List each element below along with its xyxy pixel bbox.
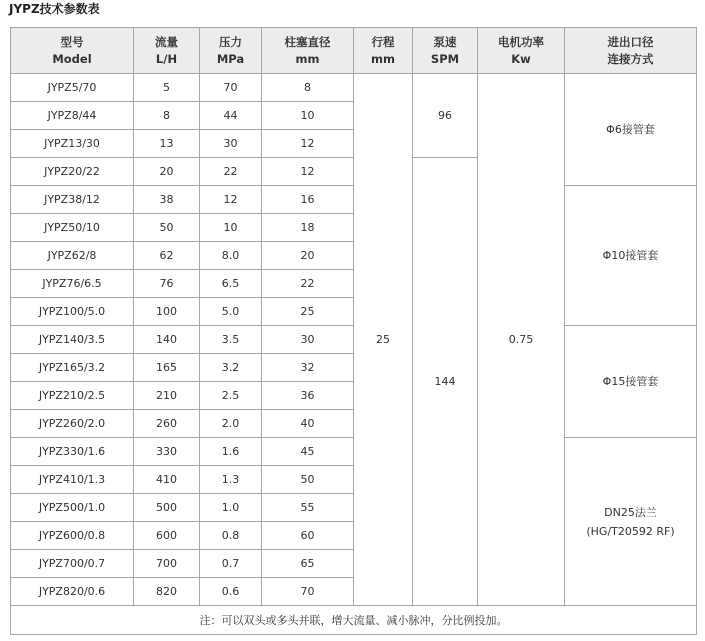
- model-cell: JYPZ5/70: [11, 74, 134, 102]
- model-cell: JYPZ62/8: [11, 242, 134, 270]
- model-cell: JYPZ76/6.5: [11, 270, 134, 298]
- pressure-cell: 1.0: [200, 494, 262, 522]
- diameter-cell: 30: [262, 326, 354, 354]
- pressure-cell: 0.7: [200, 550, 262, 578]
- flow-cell: 600: [134, 522, 200, 550]
- pump-speed-cell: 96: [413, 74, 478, 158]
- spec-table: [10, 27, 697, 635]
- flow-cell: 76: [134, 270, 200, 298]
- pressure-cell: 3.2: [200, 354, 262, 382]
- table-row: [11, 74, 697, 102]
- pressure-cell: 1.3: [200, 466, 262, 494]
- diameter-cell: 18: [262, 214, 354, 242]
- table-title: JYPZ技术参数表: [9, 2, 100, 16]
- model-cell: JYPZ820/0.6: [11, 578, 134, 606]
- model-cell: JYPZ165/3.2: [11, 354, 134, 382]
- model-cell: JYPZ8/44: [11, 102, 134, 130]
- model-cell: JYPZ500/1.0: [11, 494, 134, 522]
- diameter-cell: 45: [262, 438, 354, 466]
- model-cell: JYPZ600/0.8: [11, 522, 134, 550]
- diameter-cell: 8: [262, 74, 354, 102]
- connection-cell: Φ15接管套: [565, 326, 697, 438]
- pressure-cell: 22: [200, 158, 262, 186]
- model-cell: JYPZ13/30: [11, 130, 134, 158]
- pressure-cell: 30: [200, 130, 262, 158]
- pressure-cell: 44: [200, 102, 262, 130]
- flow-cell: 820: [134, 578, 200, 606]
- header-diameter: 柱塞直径 mm: [262, 28, 354, 74]
- flow-cell: 38: [134, 186, 200, 214]
- diameter-cell: 55: [262, 494, 354, 522]
- pressure-cell: 8.0: [200, 242, 262, 270]
- model-cell: JYPZ700/0.7: [11, 550, 134, 578]
- model-cell: JYPZ20/22: [11, 158, 134, 186]
- note-row: [11, 606, 697, 635]
- pressure-cell: 10: [200, 214, 262, 242]
- header-pressure: 压力 MPa: [200, 28, 262, 74]
- pressure-cell: 0.8: [200, 522, 262, 550]
- header-pump-speed: 泵速 SPM: [413, 28, 478, 74]
- flow-cell: 330: [134, 438, 200, 466]
- pressure-cell: 5.0: [200, 298, 262, 326]
- model-cell: JYPZ330/1.6: [11, 438, 134, 466]
- header-motor-power: 电机功率 Kw: [478, 28, 565, 74]
- pump-speed-cell: 144: [413, 158, 478, 606]
- diameter-cell: 32: [262, 354, 354, 382]
- flow-cell: 13: [134, 130, 200, 158]
- diameter-cell: 40: [262, 410, 354, 438]
- header-row: [11, 28, 697, 74]
- diameter-cell: 65: [262, 550, 354, 578]
- header-flow: 流量 L/H: [134, 28, 200, 74]
- model-cell: JYPZ210/2.5: [11, 382, 134, 410]
- flow-cell: 410: [134, 466, 200, 494]
- pressure-cell: 2.5: [200, 382, 262, 410]
- header-model: 型号 Model: [11, 28, 134, 74]
- model-cell: JYPZ260/2.0: [11, 410, 134, 438]
- flow-cell: 62: [134, 242, 200, 270]
- motor-power-cell: 0.75: [478, 74, 565, 606]
- pressure-cell: 0.6: [200, 578, 262, 606]
- model-cell: JYPZ38/12: [11, 186, 134, 214]
- pressure-cell: 2.0: [200, 410, 262, 438]
- flow-cell: 5: [134, 74, 200, 102]
- flow-cell: 700: [134, 550, 200, 578]
- diameter-cell: 50: [262, 466, 354, 494]
- model-cell: JYPZ100/5.0: [11, 298, 134, 326]
- diameter-cell: 20: [262, 242, 354, 270]
- diameter-cell: 25: [262, 298, 354, 326]
- diameter-cell: 36: [262, 382, 354, 410]
- pressure-cell: 6.5: [200, 270, 262, 298]
- header-stroke: 行程 mm: [354, 28, 413, 74]
- flow-cell: 50: [134, 214, 200, 242]
- connection-cell: Φ6接管套: [565, 74, 697, 186]
- pressure-cell: 70: [200, 74, 262, 102]
- table-body: [11, 74, 697, 635]
- connection-cell: DN25法兰 (HG/T20592 RF): [565, 438, 697, 606]
- diameter-cell: 12: [262, 158, 354, 186]
- flow-cell: 210: [134, 382, 200, 410]
- connection-cell: Φ10接管套: [565, 186, 697, 326]
- flow-cell: 140: [134, 326, 200, 354]
- flow-cell: 20: [134, 158, 200, 186]
- pressure-cell: 12: [200, 186, 262, 214]
- pressure-cell: 1.6: [200, 438, 262, 466]
- flow-cell: 260: [134, 410, 200, 438]
- note-cell: 注：可以双头或多头并联，增大流量、减小脉冲，分比例投加。: [11, 606, 697, 635]
- flow-cell: 165: [134, 354, 200, 382]
- header-connection: 进出口径 连接方式: [565, 28, 697, 74]
- pressure-cell: 3.5: [200, 326, 262, 354]
- flow-cell: 500: [134, 494, 200, 522]
- diameter-cell: 70: [262, 578, 354, 606]
- diameter-cell: 60: [262, 522, 354, 550]
- diameter-cell: 16: [262, 186, 354, 214]
- model-cell: JYPZ140/3.5: [11, 326, 134, 354]
- stroke-cell: 25: [354, 74, 413, 606]
- flow-cell: 100: [134, 298, 200, 326]
- diameter-cell: 10: [262, 102, 354, 130]
- model-cell: JYPZ410/1.3: [11, 466, 134, 494]
- diameter-cell: 12: [262, 130, 354, 158]
- diameter-cell: 22: [262, 270, 354, 298]
- model-cell: JYPZ50/10: [11, 214, 134, 242]
- flow-cell: 8: [134, 102, 200, 130]
